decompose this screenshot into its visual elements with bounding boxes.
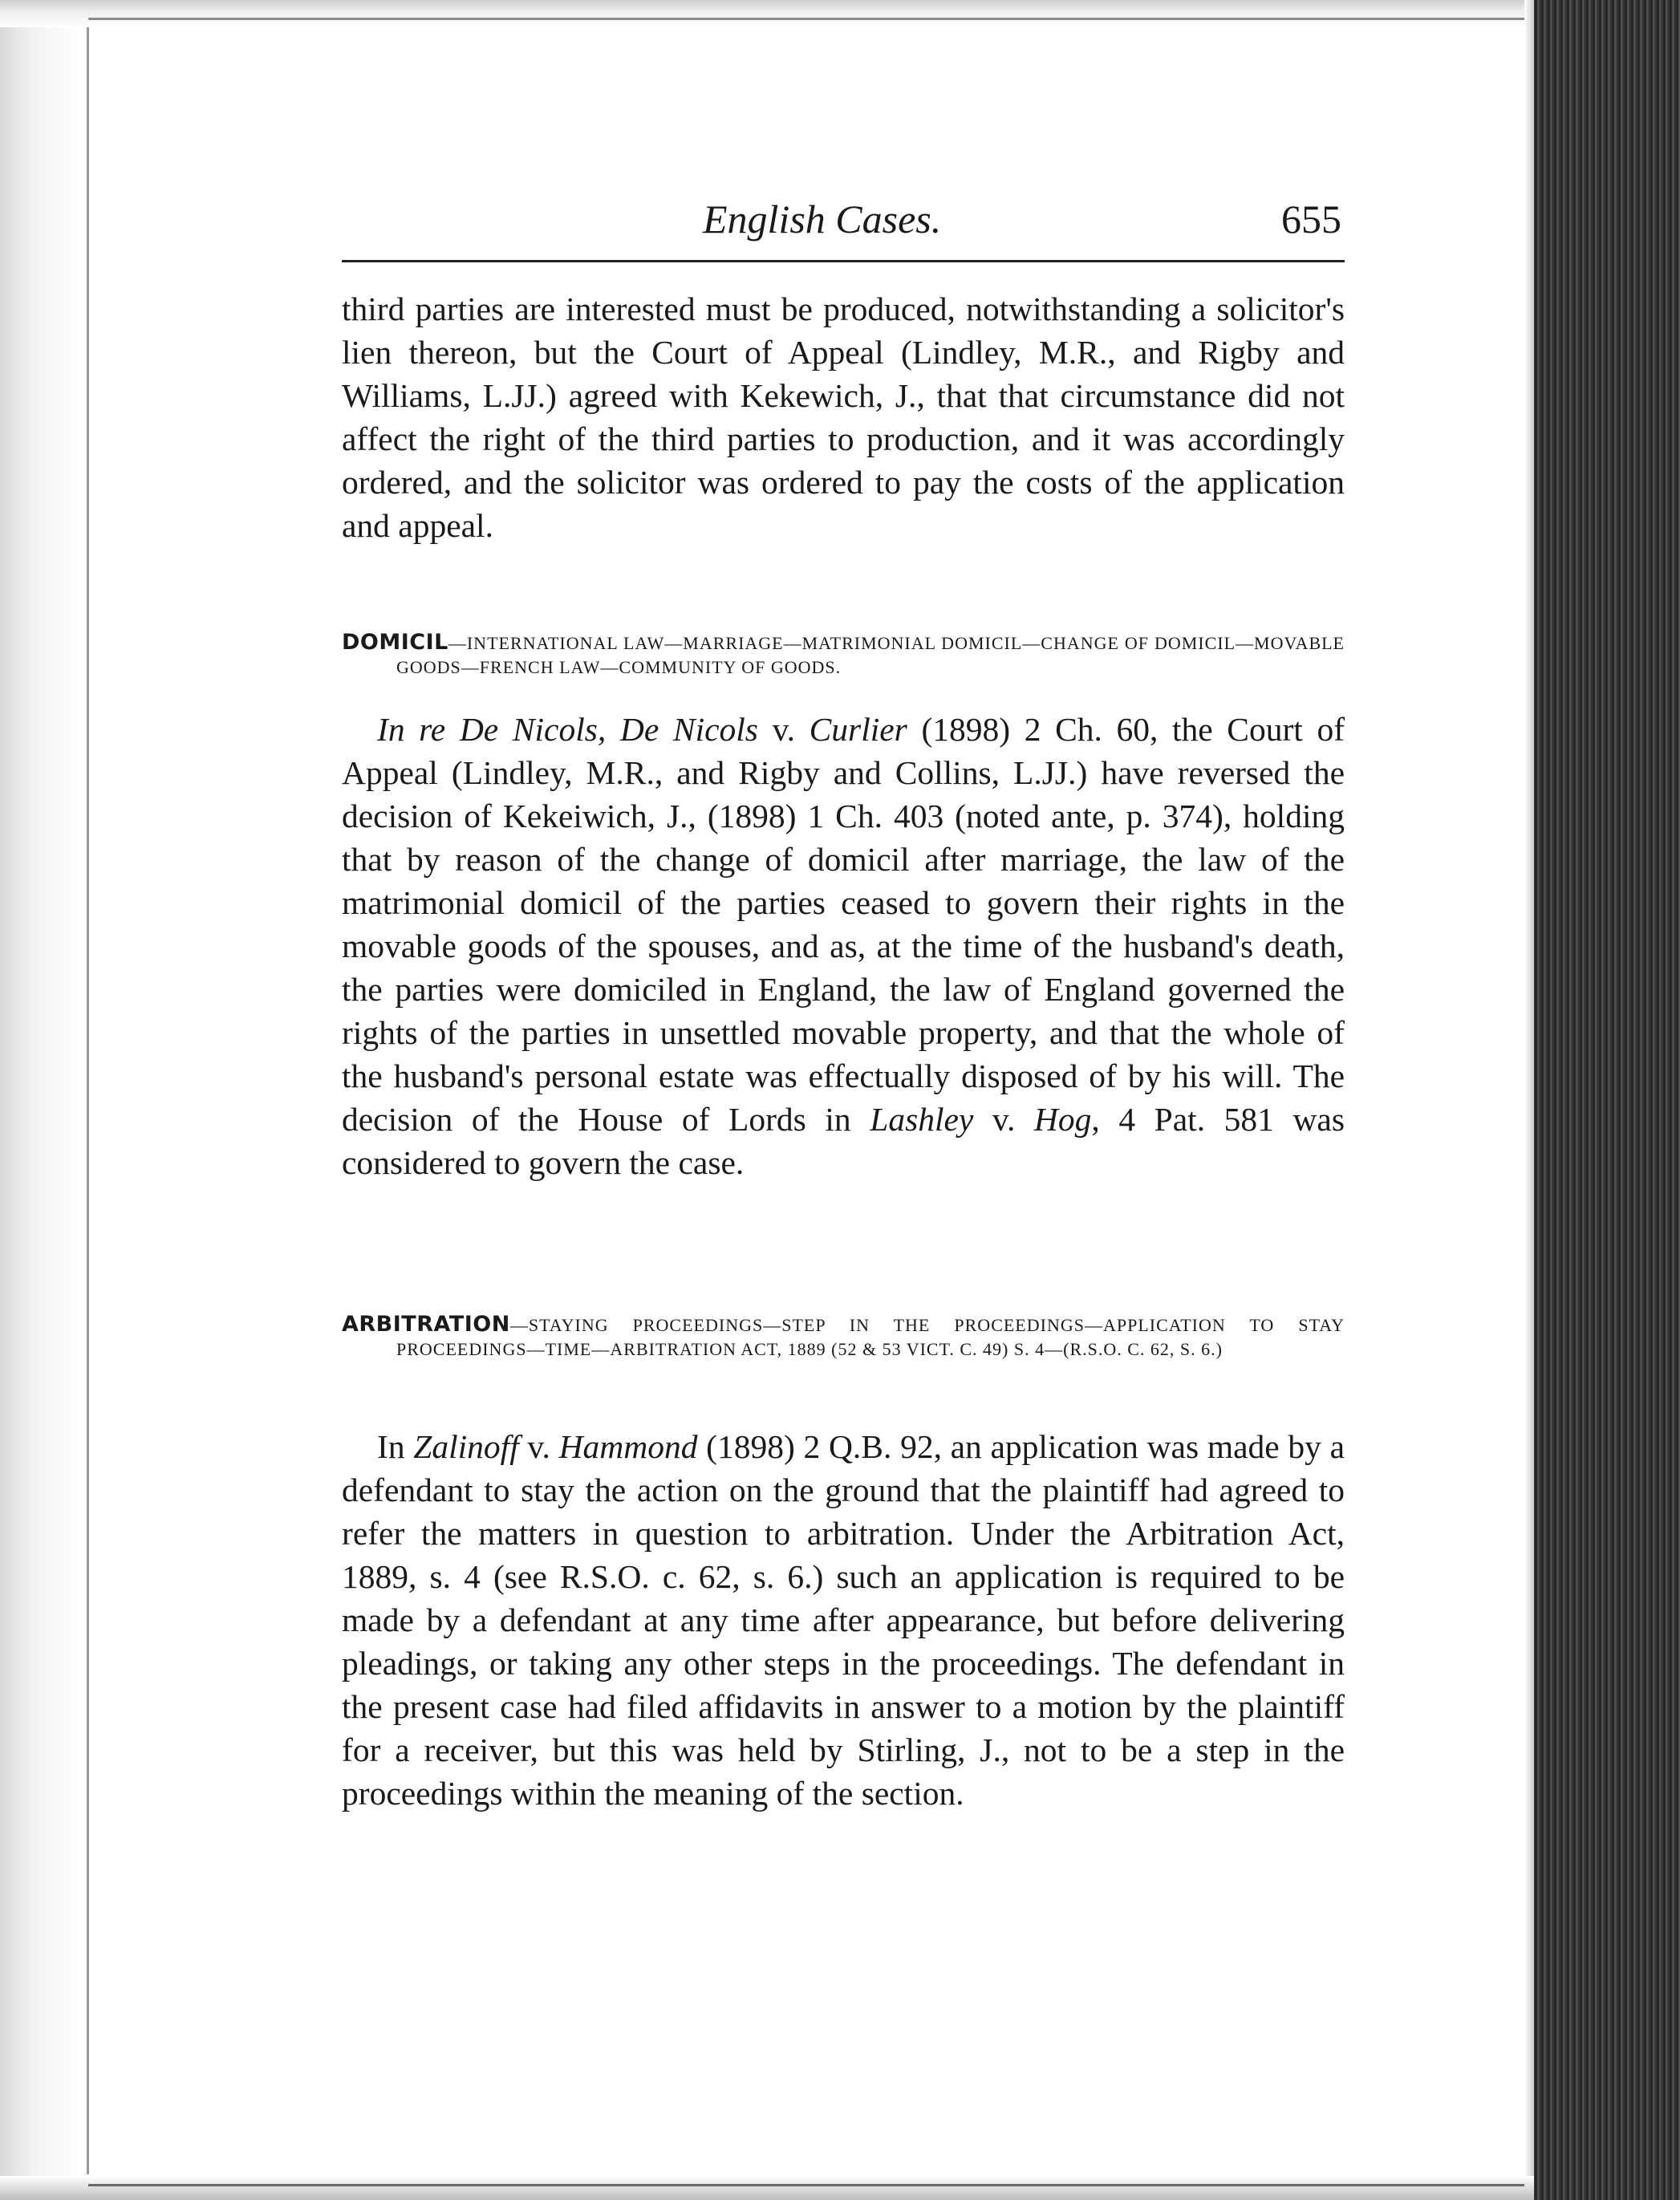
domicil-case-party: Curlier: [809, 711, 907, 748]
header-rule: [342, 260, 1345, 262]
domicil-case-versus: v.: [757, 711, 810, 748]
scan-right-binding: [1534, 0, 1680, 2200]
domicil-ref-party-2: Hog: [1033, 1101, 1092, 1138]
domicil-heading-subjects: —INTERNATIONAL LAW—MARRIAGE—MATRIMONIAL DOMICIL—CHANGE OF DOMICIL—MOVABLE GOODS—FRENCH LAW—COMMUNITY OF GOODS.: [396, 633, 1345, 677]
scan-top-edge-line: [88, 18, 1532, 20]
arbitration-versus: v.: [518, 1428, 559, 1465]
running-head: [342, 196, 1345, 260]
arbitration-intro: In: [377, 1428, 414, 1465]
scan-bottom-margin: [0, 2176, 1534, 2200]
scan-top-margin: [0, 0, 1532, 27]
scan-bottom-edge-line: [88, 2184, 1524, 2186]
arbitration-heading: [342, 1313, 1345, 1362]
arbitration-party-1: Zalinoff: [413, 1428, 519, 1465]
page-number: 655: [1281, 197, 1341, 242]
running-title: English Cases.: [703, 197, 942, 242]
arbitration-body: (1898) 2 Q.B. 92, an application was made by a defendant to stay the action on the ground that the plaintiff had agreed to refer the matters in question to arbitration. Under the Arbitration Act, 1889, s. 4 (see R.S.O. c. 62, s. 6.) such an application is required to be made by a defendant at any time after appearance, but before delivering pleadings, or taking any other steps in the proceedings. The defendant in the present case had filed affidavits in answer to a motion by the plaintiff for a receiver, but this was held by Stirling, J., not to be a step in the proceedings within the meaning of the section.: [342, 1428, 1345, 1812]
arbitration-party-2: Hammond: [558, 1428, 698, 1465]
arbitration-paragraph: [342, 1425, 1345, 1815]
domicil-heading: [342, 631, 1345, 680]
domicil-paragraph: [342, 708, 1345, 1184]
domicil-heading-lead: DOMICIL: [342, 630, 448, 655]
domicil-ref-versus: v.: [973, 1101, 1034, 1138]
arbitration-heading-subjects: —STAYING PROCEEDINGS—STEP IN THE PROCEEDINGS—APPLICATION TO STAY PROCEEDINGS—TIME—ARBITRATION ACT, 1889 (52 & 53 VICT. C. 49) S. 4—(R.S.O. C. 62, S. 6.): [396, 1315, 1345, 1359]
arbitration-heading-lead: ARBITRATION: [342, 1312, 510, 1337]
domicil-case-name: In re De Nicols, De Nicols: [377, 711, 758, 748]
domicil-body: (1898) 2 Ch. 60, the Court of Appeal (Lindley, M.R., and Rigby and Collins, L.JJ.) have reversed the decision of Kekeiwich, J., (1898) 1 Ch. 403 (noted ante, p. 374), holding that by reason of the change of domicil after marriage, the law of the matrimonial domicil of the parties ceased to govern their rights in the movable goods of the spouses, and as, at the time of the husband's death, the parties were domiciled in England, the law of England governed the rights of the parties in unsettled movable property, and that the whole of the husband's personal estate was effectually disposed of by his will. The decision of the House of Lords in: [342, 711, 1345, 1138]
domicil-ref-party-1: Lashley: [870, 1101, 974, 1138]
continued-paragraph: third parties are interested must be produced, notwithstanding a solicitor's lien thereon, but the Court of Appeal (Lindley, M.R., and Rigby and Williams, L.JJ.) agreed with Kekewich, J., that that circumstance did not affect the right of the third parties to production, and it was accordingly ordered, and the solicitor was ordered to pay the costs of the application and appeal.: [342, 290, 1345, 544]
scan-left-edge-line: [87, 24, 89, 2174]
scan-left-margin: [0, 0, 88, 2200]
domicil-tail: , 4 Pat. 581 was considered to govern the case.: [342, 1101, 1345, 1181]
